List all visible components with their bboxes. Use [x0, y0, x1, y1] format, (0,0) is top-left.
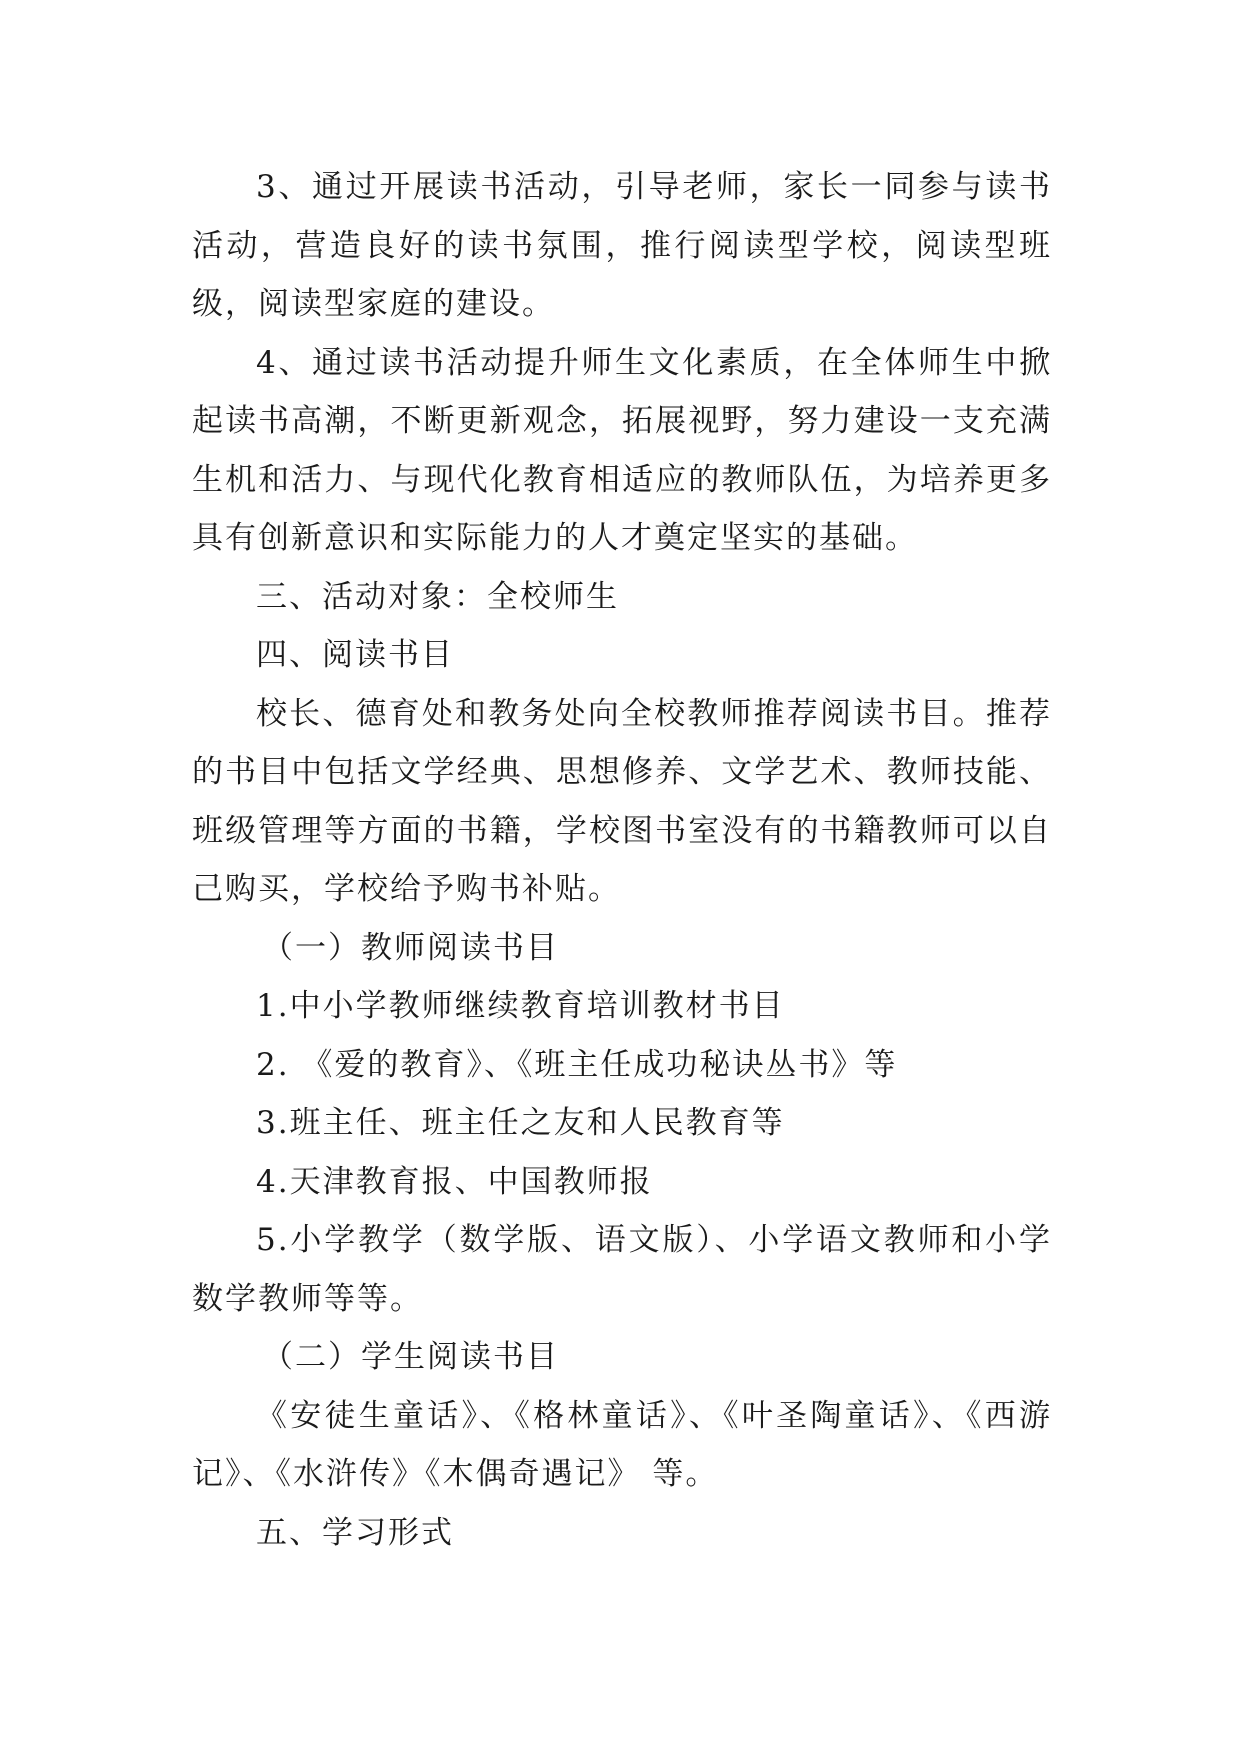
list-item-teacher-3: 3.班主任、班主任之友和人民教育等	[256, 1105, 785, 1141]
paragraph-goal-4: 4、通过读书活动提升师生文化素质，在全体师生中掀起读书高潮，不断更新观念，拓展视野，努力建设一支充满生机和活力、与现代化教育相适应的教师队伍，为培养更多具有创新意识和实际能力的人才奠定坚实的基础。	[192, 344, 1052, 556]
list-item-teacher-5: 5.小学教学（数学版、语文版）、小学语文教师和小学数学教师等等。	[192, 1222, 1052, 1317]
heading-activity-target: 三、活动对象：全校师生	[256, 578, 619, 615]
document-body	[192, 158, 1052, 1562]
heading-teacher-reading: （一）教师阅读书目	[262, 929, 559, 966]
paragraph-student-books: 《安徒生童话》、《格林童话》、《叶圣陶童话》、《西游记》、《水浒传》《木偶奇遇记》 等。	[192, 1397, 1052, 1492]
paragraph-goal-3: 3、通过开展读书活动，引导老师，家长一同参与读书活动，营造良好的读书氛围，推行阅读型学校，阅读型班级，阅读型家庭的建设。	[192, 169, 1052, 322]
list-item-teacher-1: 1.中小学教师继续教育培训教材书目	[256, 988, 785, 1024]
heading-reading-list: 四、阅读书目	[256, 637, 454, 673]
list-item-teacher-4: 4.天津教育报、中国教师报	[256, 1163, 653, 1200]
heading-student-reading: （二）学生阅读书目	[262, 1339, 559, 1375]
paragraph-reading-list-intro: 校长、德育处和教务处向全校教师推荐阅读书目。推荐的书目中包括文学经典、思想修养、文学艺术、教师技能、班级管理等方面的书籍，学校图书室没有的书籍教师可以自己购买，学校给予购书补贴。	[192, 695, 1052, 907]
heading-learning-form: 五、学习形式	[256, 1514, 454, 1551]
list-item-teacher-2: 2. 《爱的教育》、《班主任成功秘诀丛书》等	[256, 1046, 898, 1083]
